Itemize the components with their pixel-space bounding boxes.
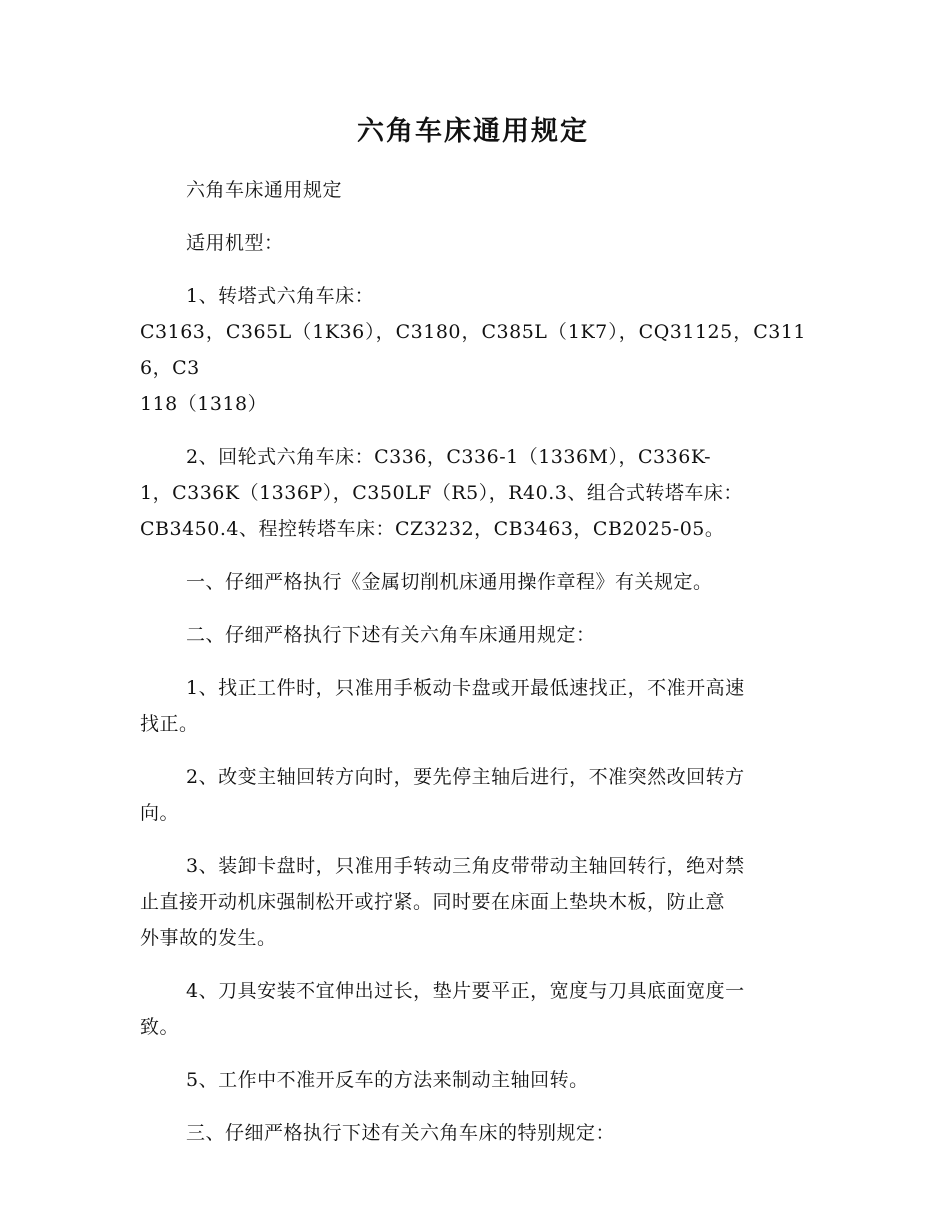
list-item bbox=[140, 848, 806, 956]
document-title: 六角车床通用规定 bbox=[357, 116, 589, 147]
rule-general-lathe: 二、仔细严格执行下述有关六角车床通用规定： bbox=[186, 624, 596, 646]
list-item-line: 找正。 bbox=[140, 713, 199, 735]
list-item-line: 1、找正工件时，只准用手板动卡盘或开最低速找正，不准开高速 bbox=[186, 677, 745, 699]
list-item bbox=[140, 1062, 806, 1098]
model-section-revolver-line2: 1，C336K（1336P），C350LF（R5），R40.3、组合式转塔车床： bbox=[140, 482, 743, 504]
model-section-revolver bbox=[140, 439, 806, 547]
document-subtitle: 六角车床通用规定 bbox=[186, 179, 343, 201]
list-item bbox=[140, 670, 806, 742]
list-item-line: 致。 bbox=[140, 1016, 180, 1038]
list-item-line: 外事故的发生。 bbox=[140, 927, 277, 949]
applicable-models-label: 适用机型： bbox=[186, 232, 284, 254]
list-item-line: 2、改变主轴回转方向时，要先停主轴后进行，不准突然改回转方 bbox=[186, 766, 745, 788]
rule-special-lathe: 三、仔细严格执行下述有关六角车床的特别规定： bbox=[186, 1122, 616, 1144]
model-section-turret bbox=[140, 278, 806, 422]
model-section-turret-line3: 118（1318） bbox=[140, 393, 268, 415]
rule-general-operation: 一、仔细严格执行《金属切削机床通用操作章程》有关规定。 bbox=[186, 571, 713, 593]
model-section-turret-line1: 1、转塔式六角车床： bbox=[186, 285, 375, 307]
list-item-line: 向。 bbox=[140, 802, 180, 824]
list-item-line: 止直接开动机床强制松开或拧紧。同时要在床面上垫块木板，防止意 bbox=[140, 891, 726, 913]
list-item-line: 3、装卸卡盘时，只准用手转动三角皮带带动主轴回转行，绝对禁 bbox=[186, 855, 745, 877]
list-item-line: 5、工作中不准开反车的方法来制动主轴回转。 bbox=[186, 1069, 589, 1091]
model-section-turret-line2: C3163，C365L（1K36），C3180，C385L（1K7），CQ31125，C3116，C3 bbox=[140, 321, 806, 379]
list-item bbox=[140, 973, 806, 1045]
model-section-revolver-line3: CB3450.4、程控转塔车床：CZ3232，CB3463，CB2025-05。 bbox=[140, 518, 725, 540]
list-item bbox=[140, 759, 806, 831]
model-section-revolver-line1: 2、回轮式六角车床：C336，C336-1（1336M），C336K- bbox=[186, 446, 712, 468]
list-item-line: 4、刀具安装不宜伸出过长，垫片要平正，宽度与刀具底面宽度一 bbox=[186, 980, 745, 1002]
document-page bbox=[140, 110, 806, 1168]
